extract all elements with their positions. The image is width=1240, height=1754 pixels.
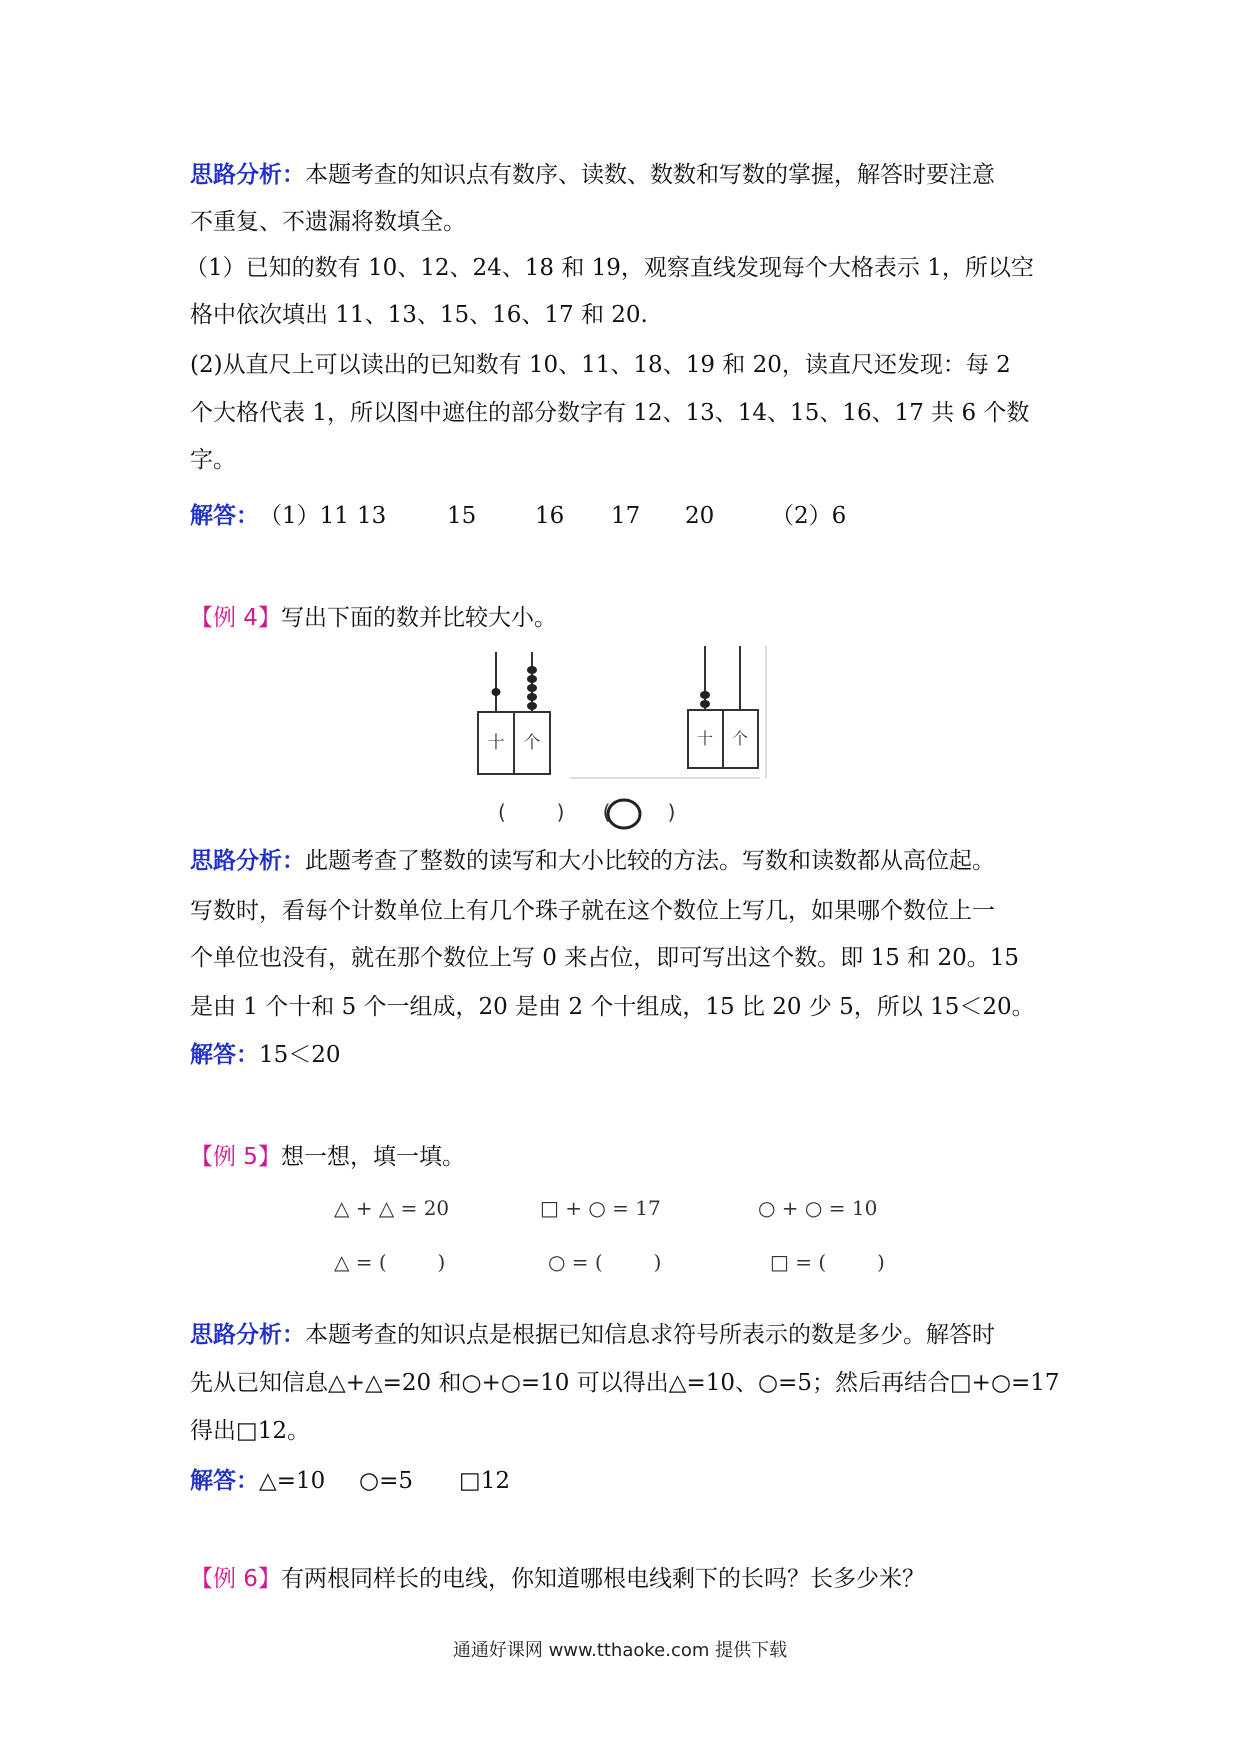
analysis-label: 思路分析： bbox=[190, 848, 305, 874]
comparison-circle-icon bbox=[604, 797, 644, 831]
bead bbox=[527, 666, 537, 674]
analysis-text: 本题考查的知识点有数序、读数、数数和写数的掌握，解答时要注意 bbox=[305, 162, 995, 188]
answer-item: 17 bbox=[611, 503, 641, 529]
answer-item: 20 bbox=[685, 503, 715, 529]
equation-2: □ + ○ = 17 bbox=[540, 1196, 661, 1220]
analysis-paragraph-1 bbox=[190, 160, 995, 190]
bead bbox=[700, 691, 710, 699]
bead bbox=[527, 702, 537, 710]
answer-item: 15 bbox=[447, 503, 477, 529]
analysis-text: 格中依次填出 11、13、15、16、17 和 20. bbox=[190, 302, 648, 328]
bead bbox=[527, 675, 537, 683]
answer-item: □12 bbox=[459, 1468, 510, 1494]
analysis-text: 本题考查的知识点是根据已知信息求符号所表示的数是多少。解答时 bbox=[305, 1322, 995, 1348]
analysis-text: 先从已知信息△+△=20 和○+○=10 可以得出△=10、○=5；然后再结合□+○=17 bbox=[190, 1370, 1060, 1396]
comparison-blanks: ( ) ( ) bbox=[498, 800, 676, 824]
analysis-paragraph-4 bbox=[190, 846, 995, 876]
abacus-right bbox=[688, 646, 758, 768]
example-5-heading bbox=[190, 1142, 465, 1172]
abacus-figure bbox=[470, 642, 770, 782]
analysis-text: （1）已知的数有 10、12、24、18 和 19，观察直线发现每个大格表示 1，所以空 bbox=[185, 255, 1034, 281]
tens-label: 十 bbox=[487, 733, 505, 753]
equation-1: △ + △ = 20 bbox=[334, 1196, 450, 1220]
bead bbox=[492, 688, 501, 696]
example-text: 写出下面的数并比较大小。 bbox=[280, 605, 557, 631]
analysis-text: 写数时，看每个计数单位上有几个珠子就在这个数位上写几，如果哪个数位上一 bbox=[190, 898, 995, 924]
analysis-text: 不重复、不遗漏将数填全。 bbox=[190, 209, 466, 235]
answer-item: 13 bbox=[357, 503, 387, 529]
ones-label: 个 bbox=[731, 729, 749, 748]
example-label: 【例 6】 bbox=[190, 1566, 281, 1592]
answer-item: 16 bbox=[535, 503, 565, 529]
bead bbox=[700, 700, 710, 708]
tens-label: 十 bbox=[696, 729, 714, 748]
analysis-text: 此题考查了整数的读写和大小比较的方法。写数和读数都从高位起。 bbox=[305, 848, 995, 874]
answer-5 bbox=[190, 1466, 510, 1496]
analysis-text: 字。 bbox=[190, 447, 236, 473]
analysis-text: 个单位也没有，就在那个数位上写 0 来占位，即可写出这个数。即 15 和 20。15 bbox=[190, 945, 1019, 971]
fill-blank-1: △ = ( ) bbox=[334, 1250, 446, 1274]
analysis-paragraph-5 bbox=[190, 1320, 995, 1350]
bead bbox=[527, 684, 537, 692]
page-footer: 通通好课网 www.tthaoke.com 提供下载 bbox=[452, 1640, 788, 1661]
answer-item: ○=5 bbox=[359, 1468, 413, 1494]
answer-4 bbox=[190, 1040, 341, 1070]
analysis-label: 思路分析： bbox=[190, 1322, 305, 1348]
answer-label: 解答： bbox=[190, 1468, 259, 1494]
example-6-heading bbox=[190, 1564, 925, 1594]
bead bbox=[527, 693, 537, 701]
analysis-label: 思路分析： bbox=[190, 162, 305, 188]
analysis-text: 是由 1 个十和 5 个一组成，20 是由 2 个十组成，15 比 20 少 5，所以 15＜20。 bbox=[190, 994, 1035, 1020]
example-text: 有两根同样长的电线，你知道哪根电线剩下的长吗？长多少米？ bbox=[280, 1566, 925, 1592]
answer-1 bbox=[190, 501, 846, 531]
ones-label: 个 bbox=[523, 733, 541, 753]
fill-blank-3: □ = ( ) bbox=[770, 1250, 885, 1274]
analysis-text: (2)从直尺上可以读出的已知数有 10、11、18、19 和 20，读直尺还发现：每 2 bbox=[190, 352, 1011, 378]
answer-label: 解答： bbox=[190, 503, 259, 529]
answer-label: 解答： bbox=[190, 1042, 259, 1068]
example-label: 【例 5】 bbox=[190, 1144, 281, 1170]
analysis-text: 得出□12。 bbox=[190, 1418, 310, 1444]
example-label: 【例 4】 bbox=[190, 605, 281, 631]
answer-item: （2）6 bbox=[771, 503, 847, 529]
answer-text: 15＜20 bbox=[259, 1042, 341, 1068]
fill-blank-2: ○ = ( ) bbox=[548, 1250, 662, 1274]
abacus-left bbox=[478, 652, 550, 774]
equation-3: ○ + ○ = 10 bbox=[758, 1196, 878, 1220]
example-4-heading bbox=[190, 603, 557, 633]
example-text: 想一想，填一填。 bbox=[280, 1144, 465, 1170]
answer-item: （1）11 bbox=[259, 503, 349, 529]
answer-item: △=10 bbox=[259, 1468, 326, 1494]
analysis-text: 个大格代表 1，所以图中遮住的部分数字有 12、13、14、15、16、17 共 6 个数 bbox=[190, 400, 1030, 426]
